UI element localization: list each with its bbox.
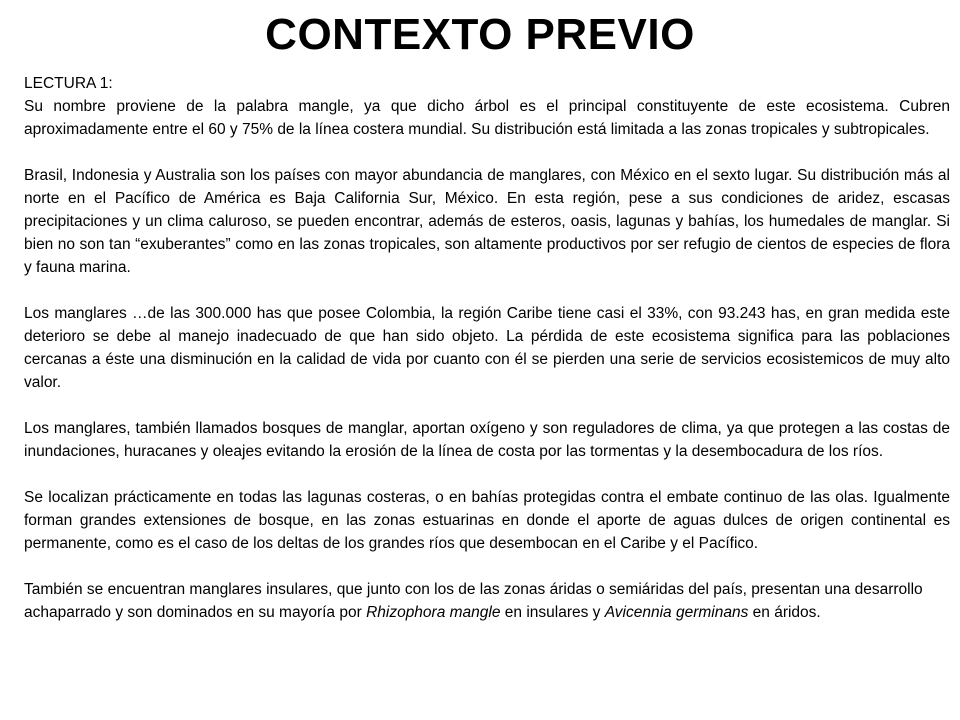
slide-title: CONTEXTO PREVIO xyxy=(265,10,695,59)
insular-text-part3: en áridos. xyxy=(748,604,821,621)
species-avicennia: Avicennia germinans xyxy=(604,604,749,621)
reading-label: LECTURA 1: xyxy=(24,75,113,92)
reading-content xyxy=(24,72,950,624)
paragraph-intro: Su nombre proviene de la palabra mangle, ya que dicho árbol es el principal constituyente de este ecosistema. Cubren aproximadamente entre el 60 y 75% de la línea costera mundial. Su distribución está limitada a las zonas tropicales y subtropicales. xyxy=(24,98,950,138)
paragraph-insular xyxy=(24,578,950,624)
paragraph-distribution: Brasil, Indonesia y Australia son los países con mayor abundancia de manglares, con México en el sexto lugar. Su distribución más al norte en el Pacífico de América es Baja California Sur, México. En esta región, pese a sus condiciones de aridez, escasas precipitaciones y un clima caluroso, se pueden encontrar, además de esteros, oasis, lagunas y bahías, los humedales de manglar. Si bien no son tan “exuberantes” como en las zonas tropicales, son altamente productivos por ser refugio de cientos de especies de flora y fauna marina. xyxy=(24,167,950,276)
paragraph-colombia: Los manglares …de las 300.000 has que posee Colombia, la región Caribe tiene casi el 33%, con 93.243 has, en gran medida este deterioro se debe al manejo inadecuado de que han sido objeto. La pérdida de este ecosistema significa para las poblaciones cercanas a éste una disminución en la calidad de vida por cuanto con él se pierden una serie de servicios ecosistemicos de muy alto valor. xyxy=(24,305,950,391)
insular-text-part1: También se encuentran manglares insulares, que junto con los de las zonas áridas o semiáridas del país, presentan una desarrollo achaparrado y son dominados en su mayoría por xyxy=(24,581,923,621)
species-rhizophora: Rhizophora mangle xyxy=(366,604,501,621)
paragraph-location: Se localizan prácticamente en todas las lagunas costeras, o en bahías protegidas contra el embate continuo de las olas. Igualmente forman grandes extensiones de bosque, en las zonas estuarinas en donde el aporte de aguas dulces de origen continental es permanente, como es el caso de los deltas de los grandes ríos que desembocan en el Caribe y el Pacífico. xyxy=(24,489,950,552)
insular-text-part2: en insulares y xyxy=(500,604,605,621)
paragraph-services: Los manglares, también llamados bosques de manglar, aportan oxígeno y son reguladores de clima, ya que protegen a las costas de inundaciones, huracanes y oleajes evitando la erosión de la línea de costa por las tormentas y la desembocadura de los ríos. xyxy=(24,420,950,460)
